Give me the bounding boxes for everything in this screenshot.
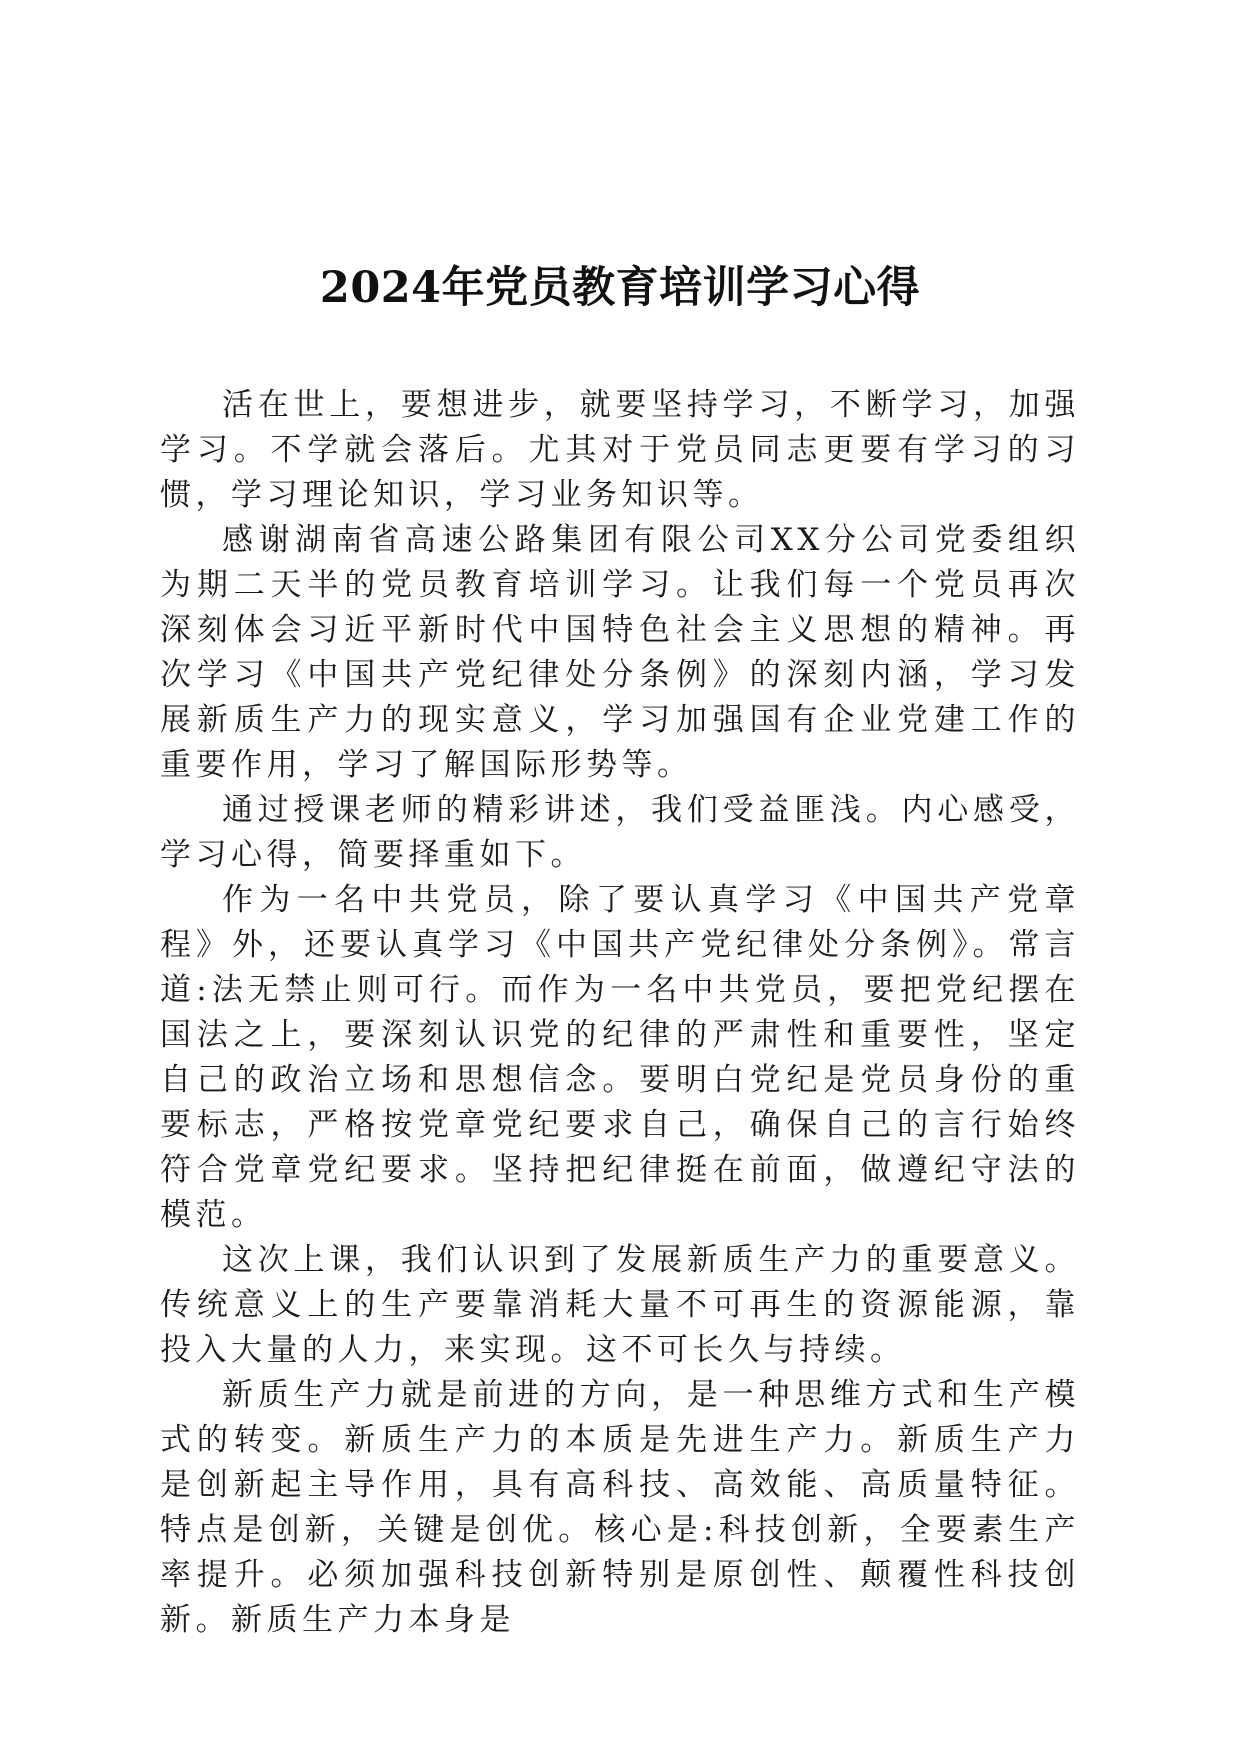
- paragraph-2: 感谢湖南省高速公路集团有限公司XX分公司党委组织为期二天半的党员教育培训学习。让我们每一个党员再次深刻体会习近平新时代中国特色社会主义思想的精神。再次学习《中国共产党纪律处分条例》的深刻内涵，学习发展新质生产力的现实意义，学习加强国有企业党建工作的重要作用，学习了解国际形势等。: [160, 522, 1080, 783]
- paragraph-3: 通过授课老师的精彩讲述，我们受益匪浅。内心感受，学习心得，简要择重如下。: [160, 792, 1080, 873]
- paragraph-1: 活在世上，要想进步，就要坚持学习，不断学习，加强学习。不学就会落后。尤其对于党员同志更要有学习的习惯，学习理论知识，学习业务知识等。: [160, 387, 1080, 513]
- document-body: [160, 383, 1080, 1643]
- paragraph-6: 新质生产力就是前进的方向，是一种思维方式和生产模式的转变。新质生产力的本质是先进生产力。新质生产力是创新起主导作用，具有高科技、高效能、高质量特征。特点是创新，关键是创优。核心是:科技创新，全要素生产率提升。必须加强科技创新特别是原创性、颠覆性科技创新。新质生产力本身是: [160, 1377, 1080, 1638]
- paragraph-5: 这次上课，我们认识到了发展新质生产力的重要意义。传统意义上的生产要靠消耗大量不可再生的资源能源，靠投入大量的人力，来实现。这不可长久与持续。: [160, 1242, 1080, 1368]
- document-title: 2024年党员教育培训学习心得: [319, 263, 921, 313]
- paragraph-4: 作为一名中共党员，除了要认真学习《中国共产党章程》外，还要认真学习《中国共产党纪律处分条例》。常言道:法无禁止则可行。而作为一名中共党员，要把党纪摆在国法之上，要深刻认识党的纪律的严肃性和重要性，坚定自己的政治立场和思想信念。要明白党纪是党员身份的重要标志，严格按党章党纪要求自己，确保自己的言行始终符合党章党纪要求。坚持把纪律挺在前面，做遵纪守法的模范。: [160, 882, 1080, 1233]
